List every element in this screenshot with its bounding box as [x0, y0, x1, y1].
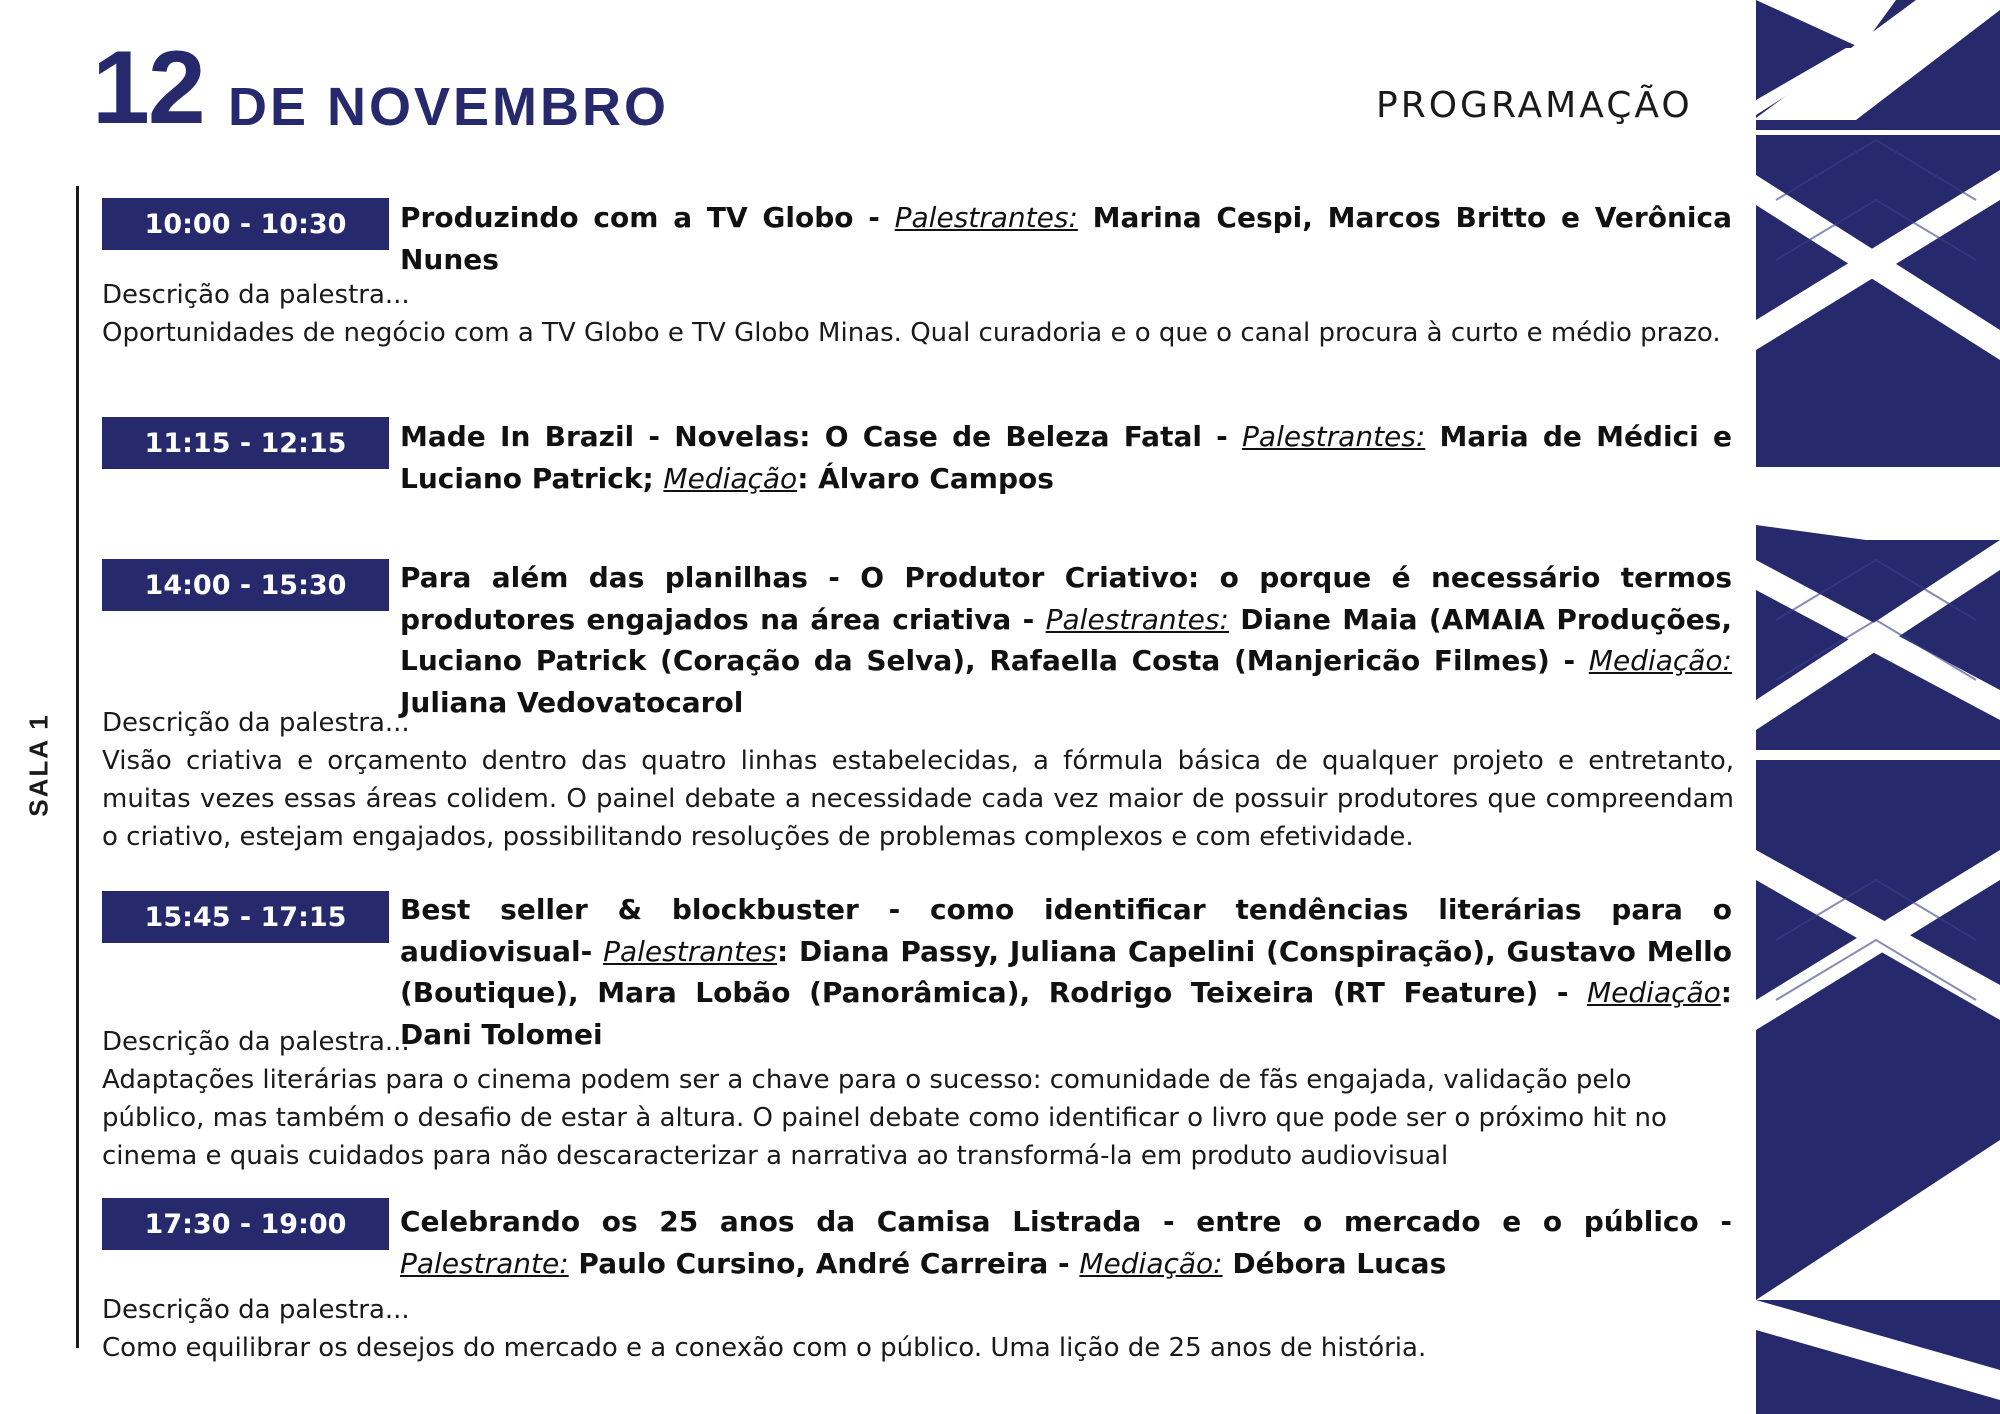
mediation: Juliana Vedovatocarol: [400, 685, 744, 719]
date-month: DE NOVEMBRO: [228, 77, 670, 137]
mediation-label: Mediação: [663, 461, 798, 495]
speakers-label: Palestrantes: [603, 934, 777, 968]
session-time-badge: 15:45 - 17:15: [102, 891, 389, 943]
session-time-badge: 17:30 - 19:00: [102, 1198, 389, 1250]
description-label: Descrição da palestra...: [102, 708, 410, 738]
description-text: Visão criativa e orçamento dentro das quatro linhas estabelecidas, a fórmula básica de qualquer projeto e entretanto, muitas vezes essas áreas colidem. O painel debate a necessidade cada vez maior de possuir produtores que compreendam o criativo, estejam engajados, possibilitando resoluções de problemas complexos e com efetividade.: [102, 746, 1734, 852]
description-label: Descrição da palestra...: [102, 280, 410, 310]
session-title: Best seller & blockbuster - como identificar tendências literárias para o audiovisual- Palestrantes: Diana Passy, Juliana Capelini (Conspiração), Gustavo Mello (Boutique), Mara Lobão (Panorâmica), Rodrigo Teixeira (RT Feature) - Mediação: Dani Tolomei: [400, 893, 1732, 1051]
session-title: Produzindo com a TV Globo - Palestrantes: Marina Cespi, Marcos Britto e Verônica Nunes: [400, 201, 1732, 276]
mediation-label: Mediação:: [1588, 644, 1732, 677]
mediation-label: Mediação: [1587, 976, 1721, 1009]
description-label: Descrição da palestra...: [102, 1295, 410, 1325]
description-text: Como equilibrar os desejos do mercado e a conexão com o público. Uma lição de 25 anos de história.: [102, 1333, 1427, 1363]
mediation: Débora Lucas: [1222, 1246, 1447, 1280]
speakers: Maria de Médici e Luciano Patrick;: [400, 420, 1732, 495]
session-description: [102, 1291, 1734, 1367]
page-label: PROGRAMAÇÃO: [1376, 85, 1693, 126]
description-label: Descrição da palestra...: [102, 1027, 410, 1057]
session-description: [102, 276, 1734, 352]
room-label: SALA 1: [23, 713, 54, 817]
speakers-label: Palestrantes:: [894, 201, 1078, 234]
room-divider-line: [76, 186, 79, 1348]
speakers: Marina Cespi, Marcos Britto e Verônica Nunes: [400, 201, 1732, 276]
session-description: [102, 1023, 1712, 1175]
description-text: Oportunidades de negócio com a TV Globo e TV Globo Minas. Qual curadoria e o que o canal procura à curto e médio prazo.: [102, 318, 1721, 348]
speakers: Diane Maia (AMAIA Produções, Luciano Patrick (Coração da Selva), Rafaella Costa (Manjericão Filmes) -: [400, 602, 1732, 677]
speakers: Paulo Cursino, André Carreira -: [568, 1246, 1080, 1280]
mediation: : Dani Tolomei: [400, 976, 1732, 1051]
mediation-label: Mediação:: [1079, 1246, 1223, 1280]
speakers-label: Palestrantes:: [1045, 602, 1229, 636]
session-time-badge: 11:15 - 12:15: [102, 417, 389, 469]
date-day: 12: [92, 30, 204, 146]
description-text: Adaptações literárias para o cinema podem ser a chave para o sucesso: comunidade de fãs engajada, validação pelo público, mas também o desafio de estar à altura. O painel debate como identificar o livro que pode ser o próximo hit no cinema e quais cuidados para não descaracterizar a narrativa ao transformá-la em produto audiovisual: [102, 1065, 1667, 1171]
session-description: [102, 704, 1734, 856]
speakers-label: Palestrantes:: [1242, 420, 1426, 453]
session-time-badge: 10:00 - 10:30: [102, 198, 389, 250]
speakers: : Diana Passy, Juliana Capelini (Conspiração), Gustavo Mello (Boutique), Mara Lobão (Panorâmica), Rodrigo Teixeira (RT Feature) -: [400, 934, 1732, 1009]
session-title: Celebrando os 25 anos da Camisa Listrada - entre o mercado e o público - Palestrante: Paulo Cursino, André Carreira - Mediação: Débora Lucas: [400, 1205, 1732, 1280]
session-title: Made In Brazil - Novelas: O Case de Beleza Fatal - Palestrantes: Maria de Médici e Luciano Patrick; Mediação: Álvaro Campos: [400, 420, 1732, 495]
decorative-pattern: [1756, 0, 2000, 1414]
speakers-label: Palestrante:: [400, 1246, 569, 1280]
session-title: Para além das planilhas - O Produtor Criativo: o porque é necessário termos produtores engajados na área criativa - Palestrantes: Diane Maia (AMAIA Produções, Luciano Patrick (Coração da Selva), Rafaella Costa (Manjericão Filmes) - Mediação: Juliana Vedovatocarol: [400, 561, 1732, 719]
mediation: : Álvaro Campos: [797, 461, 1054, 495]
session-time-badge: 14:00 - 15:30: [102, 559, 389, 611]
